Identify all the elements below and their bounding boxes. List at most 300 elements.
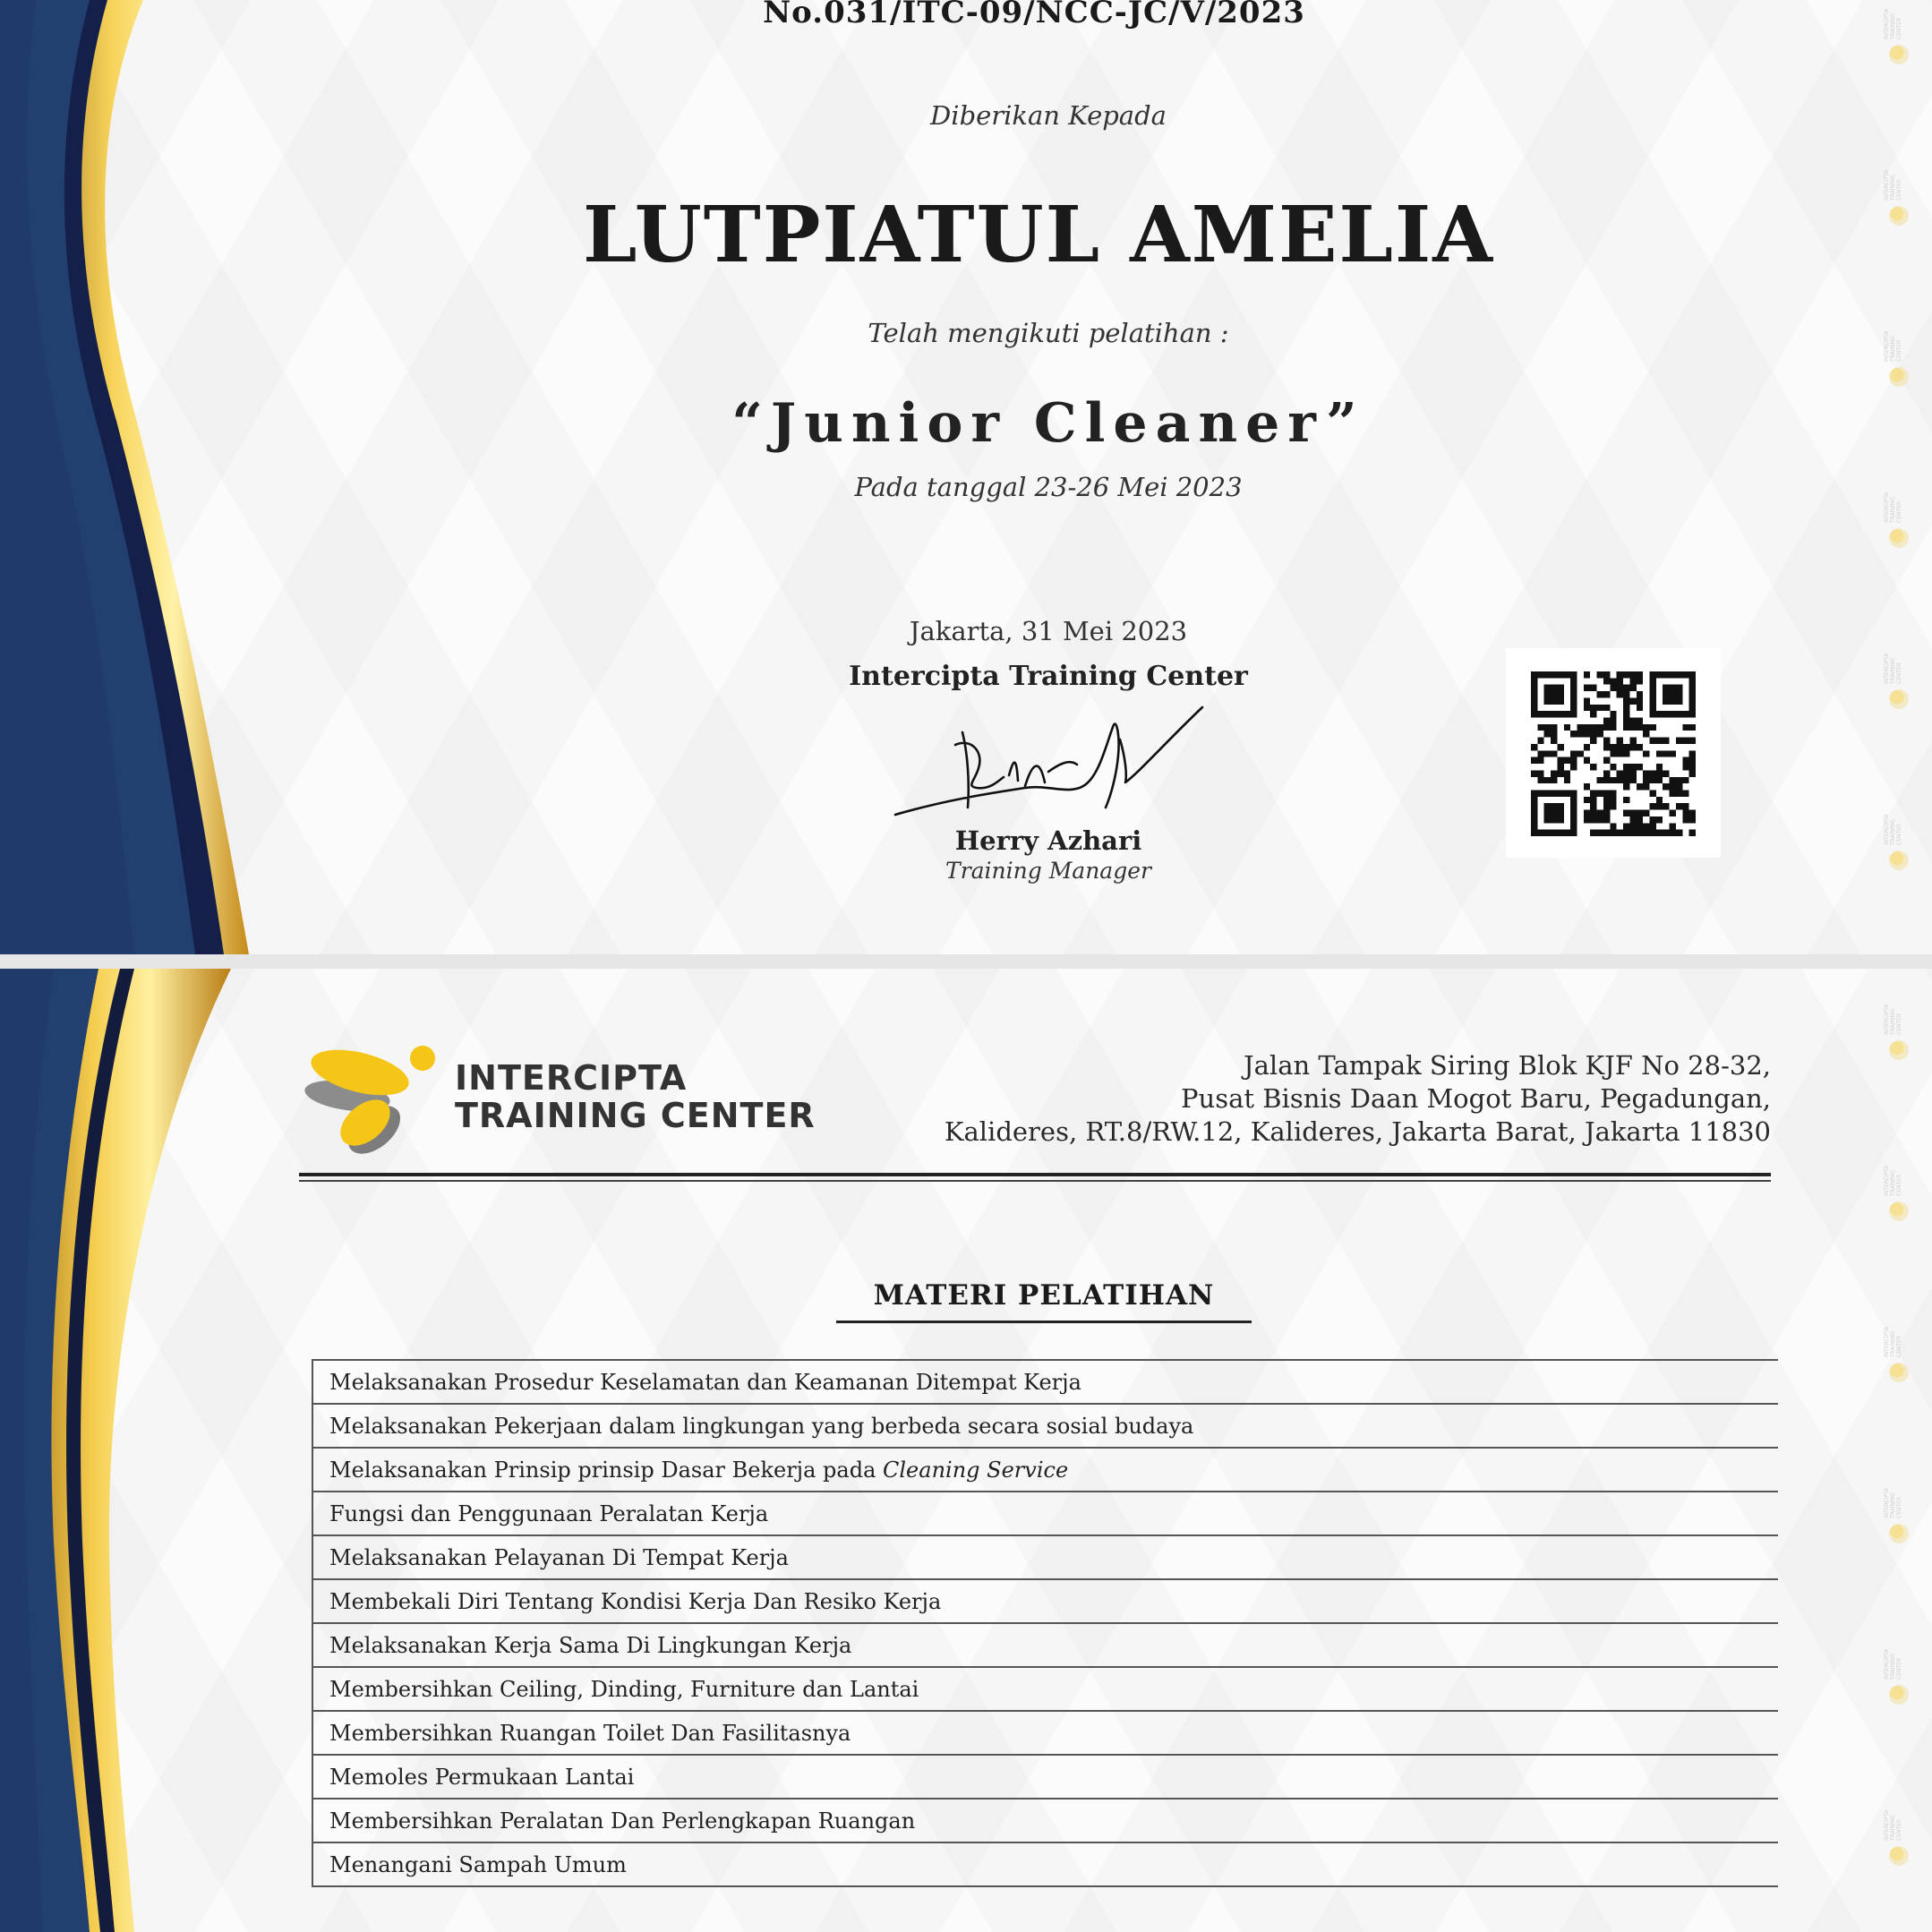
qr-module <box>1584 671 1590 678</box>
qr-module <box>1570 671 1577 678</box>
qr-module <box>1603 790 1610 796</box>
qr-module <box>1590 685 1596 691</box>
qr-module <box>1544 711 1551 717</box>
qr-module <box>1682 757 1688 764</box>
qr-module <box>1663 697 1669 704</box>
qr-module <box>1682 810 1688 816</box>
qr-module <box>1656 803 1663 809</box>
watermark-mark: INTERCIPTA TRAINING CENTER <box>1884 1810 1914 1873</box>
qr-module <box>1544 750 1551 757</box>
qr-module <box>1629 718 1636 724</box>
qr-module <box>1670 823 1676 829</box>
qr-module <box>1649 691 1655 697</box>
materi-heading: MATERI PELATIHAN <box>873 1279 1215 1312</box>
qr-module <box>1570 731 1577 737</box>
qr-module <box>1656 816 1663 823</box>
table-row <box>312 1492 1778 1535</box>
signer-title: Training Manager <box>945 858 1151 884</box>
qr-module <box>1564 724 1570 731</box>
qr-module <box>1610 744 1616 750</box>
qr-module <box>1570 816 1577 823</box>
qr-module <box>1544 790 1551 796</box>
qr-module <box>1557 671 1563 678</box>
qr-module <box>1649 671 1655 678</box>
qr-module <box>1643 750 1649 757</box>
qr-module <box>1682 671 1688 678</box>
watermark-mark: INTERCIPTA TRAINING CENTER <box>1884 170 1914 233</box>
qr-module <box>1617 770 1623 776</box>
table-row <box>312 1842 1778 1886</box>
qr-module <box>1649 830 1655 836</box>
qr-module <box>1544 830 1551 836</box>
qr-module <box>1551 711 1557 717</box>
qr-module <box>1610 718 1616 724</box>
watermark-mark: INTERCIPTA TRAINING CENTER <box>1884 1649 1914 1712</box>
organization-name: Intercipta Training Center <box>849 661 1248 692</box>
qr-module <box>1531 810 1537 816</box>
qr-module <box>1623 797 1629 803</box>
qr-module <box>1689 705 1696 711</box>
qr-module <box>1663 691 1669 697</box>
qr-module <box>1610 764 1616 770</box>
qr-module <box>1564 830 1570 836</box>
qr-module <box>1656 797 1663 803</box>
qr-module <box>1537 738 1543 744</box>
qr-module <box>1597 724 1603 731</box>
qr-module <box>1603 797 1610 803</box>
qr-module <box>1551 790 1557 796</box>
qr-module <box>1623 810 1629 816</box>
qr-module <box>1610 750 1616 757</box>
qr-module <box>1617 671 1623 678</box>
qr-module <box>1584 757 1590 764</box>
table-row <box>312 1667 1778 1711</box>
qr-module <box>1551 750 1557 757</box>
materi-item: Memoles Permukaan Lantai <box>312 1755 1778 1799</box>
materi-item: Melaksanakan Kerja Sama Di Lingkungan Kerja <box>312 1623 1778 1667</box>
qr-module <box>1551 803 1557 809</box>
qr-module <box>1629 678 1636 684</box>
qr-module <box>1610 830 1616 836</box>
qr-module <box>1623 671 1629 678</box>
qr-module <box>1551 697 1557 704</box>
qr-module <box>1676 738 1682 744</box>
qr-module <box>1544 724 1551 731</box>
qr-module <box>1637 816 1643 823</box>
qr-module <box>1590 731 1596 737</box>
qr-module <box>1649 711 1655 717</box>
qr-module <box>1584 685 1590 691</box>
qr-module <box>1597 777 1603 783</box>
qr-module <box>1689 678 1696 684</box>
qr-module <box>1551 671 1557 678</box>
qr-module <box>1531 678 1537 684</box>
qr-module <box>1610 678 1616 684</box>
table-row <box>312 1404 1778 1448</box>
qr-module <box>1649 803 1655 809</box>
qr-module <box>1670 711 1676 717</box>
qr-module <box>1564 757 1570 764</box>
qr-module <box>1597 705 1603 711</box>
qr-module <box>1610 797 1616 803</box>
qr-module <box>1603 678 1610 684</box>
qr-module <box>1629 764 1636 770</box>
qr-module <box>1590 711 1596 717</box>
qr-module <box>1557 697 1563 704</box>
qr-module <box>1629 685 1636 691</box>
qr-module <box>1663 671 1669 678</box>
materi-item: Membersihkan Ceiling, Dinding, Furniture dan Lantai <box>312 1667 1778 1711</box>
qr-module <box>1663 803 1669 809</box>
qr-module <box>1551 685 1557 691</box>
qr-module <box>1531 790 1537 796</box>
qr-module <box>1637 718 1643 724</box>
qr-module <box>1570 685 1577 691</box>
qr-module <box>1564 770 1570 776</box>
qr-module <box>1590 797 1596 803</box>
qr-module <box>1570 757 1577 764</box>
qr-module <box>1531 830 1537 836</box>
qr-module <box>1623 830 1629 836</box>
qr-module <box>1663 685 1669 691</box>
qr-module <box>1663 711 1669 717</box>
qr-module <box>1656 711 1663 717</box>
qr-module <box>1649 816 1655 823</box>
qr-module <box>1531 711 1537 717</box>
materi-page <box>0 969 1932 1932</box>
qr-module <box>1629 777 1636 783</box>
qr-module <box>1603 671 1610 678</box>
qr-module <box>1629 738 1636 744</box>
qr-module <box>1637 705 1643 711</box>
qr-module <box>1629 830 1636 836</box>
letterhead-rule <box>299 1173 1771 1176</box>
qr-module <box>1584 731 1590 737</box>
materi-item: Membekali Diri Tentang Kondisi Kerja Dan Resiko Kerja <box>312 1579 1778 1623</box>
qr-module <box>1570 691 1577 697</box>
qr-module <box>1570 678 1577 684</box>
qr-module <box>1643 731 1649 737</box>
qr-module <box>1670 691 1676 697</box>
qr-module <box>1570 803 1577 809</box>
qr-module <box>1531 803 1537 809</box>
qr-module <box>1643 830 1649 836</box>
training-dates: Pada tanggal 23-26 Mei 2023 <box>854 472 1243 502</box>
qr-module <box>1603 744 1610 750</box>
qr-module <box>1537 790 1543 796</box>
qr-module <box>1689 757 1696 764</box>
qr-module <box>1629 744 1636 750</box>
qr-module <box>1590 724 1596 731</box>
qr-module <box>1590 830 1596 836</box>
qr-module <box>1584 810 1590 816</box>
qr-module <box>1603 816 1610 823</box>
qr-module <box>1649 738 1655 744</box>
qr-module <box>1656 764 1663 770</box>
qr-module <box>1689 685 1696 691</box>
qr-module <box>1551 731 1557 737</box>
qr-module <box>1623 705 1629 711</box>
qr-module <box>1649 770 1655 776</box>
qr-module <box>1603 803 1610 809</box>
qr-module <box>1676 783 1682 790</box>
qr-module <box>1649 678 1655 684</box>
given-to-label: Diberikan Kepada <box>930 100 1167 131</box>
qr-module <box>1551 810 1557 816</box>
qr-module <box>1623 744 1629 750</box>
qr-module <box>1557 711 1563 717</box>
qr-module <box>1629 671 1636 678</box>
qr-module <box>1610 724 1616 731</box>
qr-module <box>1623 691 1629 697</box>
qr-module <box>1584 744 1590 750</box>
qr-module <box>1564 671 1570 678</box>
materi-item: Membersihkan Peralatan Dan Perlengkapan Ruangan <box>312 1799 1778 1842</box>
qr-module <box>1623 718 1629 724</box>
watermark-mark: INTERCIPTA TRAINING CENTER <box>1884 1327 1914 1389</box>
qr-module <box>1649 685 1655 691</box>
qr-module <box>1557 803 1563 809</box>
materi-item: Melaksanakan Prinsip prinsip Dasar Bekerja pada Cleaning Service <box>312 1448 1778 1492</box>
qr-module <box>1597 671 1603 678</box>
qr-module <box>1610 803 1616 809</box>
qr-module <box>1623 711 1629 717</box>
qr-module <box>1584 783 1590 790</box>
qr-module <box>1590 816 1596 823</box>
qr-module <box>1590 705 1596 711</box>
qr-module <box>1637 671 1643 678</box>
qr-module <box>1531 757 1537 764</box>
qr-module <box>1649 705 1655 711</box>
qr-module <box>1531 697 1537 704</box>
qr-module <box>1557 770 1563 776</box>
qr-module <box>1537 724 1543 731</box>
qr-module <box>1689 830 1696 836</box>
qr-module <box>1676 830 1682 836</box>
left-ribbon-decoration <box>0 969 251 1932</box>
qr-module <box>1544 671 1551 678</box>
qr-module <box>1643 783 1649 790</box>
qr-module <box>1663 770 1669 776</box>
qr-module <box>1590 738 1596 744</box>
qr-module <box>1537 830 1543 836</box>
qr-module <box>1603 777 1610 783</box>
qr-module <box>1637 691 1643 697</box>
qr-module <box>1551 816 1557 823</box>
butterfly-logo-icon <box>295 1040 439 1167</box>
qr-module <box>1643 724 1649 731</box>
qr-module <box>1663 783 1669 790</box>
qr-module <box>1623 770 1629 776</box>
watermark-mark: INTERCIPTA TRAINING CENTER <box>1884 9 1914 72</box>
qr-module <box>1570 790 1577 796</box>
qr-module <box>1637 830 1643 836</box>
qr-module <box>1603 691 1610 697</box>
address-line: Pusat Bisnis Daan Mogot Baru, Pegadungan, <box>1181 1083 1771 1114</box>
qr-module <box>1597 790 1603 796</box>
qr-module <box>1590 764 1596 770</box>
qr-module <box>1584 697 1590 704</box>
qr-module <box>1676 691 1682 697</box>
qr-module <box>1564 711 1570 717</box>
qr-module <box>1617 685 1623 691</box>
qr-module <box>1537 777 1543 783</box>
signature-icon <box>891 700 1213 834</box>
qr-module <box>1531 705 1537 711</box>
qr-module <box>1670 810 1676 816</box>
address-line: Kalideres, RT.8/RW.12, Kalideres, Jakarta Barat, Jakarta 11830 <box>944 1116 1771 1147</box>
qr-module <box>1637 823 1643 829</box>
qr-module <box>1670 697 1676 704</box>
qr-module <box>1643 823 1649 829</box>
qr-module <box>1557 691 1563 697</box>
logo-text-line2: TRAINING CENTER <box>455 1096 816 1135</box>
qr-module <box>1544 731 1551 737</box>
qr-module <box>1656 830 1663 836</box>
watermark-strip <box>1869 969 1932 1932</box>
materi-item: Fungsi dan Penggunaan Peralatan Kerja <box>312 1492 1778 1535</box>
table-row <box>312 1755 1778 1799</box>
qr-module <box>1682 738 1688 744</box>
qr-module <box>1676 697 1682 704</box>
table-row <box>312 1448 1778 1492</box>
materi-item: Menangani Sampah Umum <box>312 1842 1778 1886</box>
qr-code-icon <box>1531 671 1696 836</box>
qr-module <box>1610 777 1616 783</box>
recipient-name: LUTPIATUL AMELIA <box>583 190 1494 280</box>
table-row <box>312 1360 1778 1404</box>
qr-module <box>1689 764 1696 770</box>
qr-module <box>1597 810 1603 816</box>
qr-module <box>1676 685 1682 691</box>
qr-module <box>1649 724 1655 731</box>
qr-module <box>1531 770 1537 776</box>
qr-module <box>1577 724 1584 731</box>
qr-module <box>1670 790 1676 796</box>
qr-module <box>1570 823 1577 829</box>
qr-module <box>1629 697 1636 704</box>
watermark-mark: INTERCIPTA TRAINING CENTER <box>1884 1488 1914 1551</box>
table-row <box>312 1623 1778 1667</box>
qr-module <box>1570 830 1577 836</box>
qr-module <box>1544 803 1551 809</box>
qr-module <box>1603 738 1610 744</box>
qr-module <box>1649 697 1655 704</box>
qr-module <box>1603 718 1610 724</box>
qr-module <box>1629 823 1636 829</box>
qr-module <box>1623 777 1629 783</box>
qr-module <box>1689 810 1696 816</box>
qr-module <box>1637 697 1643 704</box>
qr-module <box>1656 770 1663 776</box>
watermark-mark: INTERCIPTA TRAINING CENTER <box>1884 815 1914 877</box>
qr-module <box>1617 744 1623 750</box>
qr-module <box>1623 685 1629 691</box>
table-row <box>312 1711 1778 1755</box>
qr-module <box>1637 724 1643 731</box>
qr-module <box>1629 770 1636 776</box>
qr-module <box>1584 724 1590 731</box>
qr-module <box>1623 750 1629 757</box>
qr-module <box>1584 797 1590 803</box>
qr-module <box>1584 816 1590 823</box>
qr-module <box>1617 750 1623 757</box>
qr-module <box>1564 777 1570 783</box>
qr-module <box>1629 724 1636 731</box>
qr-module <box>1590 810 1596 816</box>
qr-module <box>1670 671 1676 678</box>
qr-module <box>1682 816 1688 823</box>
qr-module <box>1577 731 1584 737</box>
qr-module <box>1623 724 1629 731</box>
qr-module <box>1676 777 1682 783</box>
qr-module <box>1682 724 1688 731</box>
qr-module <box>1584 705 1590 711</box>
qr-module <box>1564 790 1570 796</box>
qr-module <box>1557 790 1563 796</box>
qr-module <box>1656 738 1663 744</box>
watermark-mark: INTERCIPTA TRAINING CENTER <box>1884 1004 1914 1067</box>
qr-module <box>1610 711 1616 717</box>
qr-module <box>1663 750 1669 757</box>
qr-module <box>1551 738 1557 744</box>
qr-code-card <box>1506 648 1721 858</box>
qr-module <box>1623 764 1629 770</box>
qr-module <box>1610 685 1616 691</box>
qr-module <box>1623 697 1629 704</box>
materi-item: Melaksanakan Pelayanan Di Tempat Kerja <box>312 1535 1778 1579</box>
qr-module <box>1637 783 1643 790</box>
qr-module <box>1557 744 1563 750</box>
qr-module <box>1682 790 1688 796</box>
address-block <box>945 1049 1771 1149</box>
watermark-mark: INTERCIPTA TRAINING CENTER <box>1884 1166 1914 1228</box>
materi-item: Membersihkan Ruangan Toilet Dan Fasilitasnya <box>312 1711 1778 1755</box>
qr-module <box>1603 724 1610 731</box>
table-row <box>312 1579 1778 1623</box>
materi-heading-underline <box>836 1321 1252 1323</box>
qr-module <box>1603 757 1610 764</box>
watermark-mark: INTERCIPTA TRAINING CENTER <box>1884 492 1914 555</box>
qr-module <box>1551 691 1557 697</box>
qr-module <box>1623 783 1629 790</box>
qr-module <box>1689 816 1696 823</box>
qr-module <box>1689 750 1696 757</box>
qr-module <box>1670 750 1676 757</box>
attended-label: Telah mengikuti pelatihan : <box>868 318 1229 348</box>
table-row <box>312 1535 1778 1579</box>
signer-name: Herry Azhari <box>954 825 1142 856</box>
qr-module <box>1643 777 1649 783</box>
qr-module <box>1537 750 1543 757</box>
qr-module <box>1670 685 1676 691</box>
qr-module <box>1577 750 1584 757</box>
qr-module <box>1656 777 1663 783</box>
qr-module <box>1629 816 1636 823</box>
logo-text-line1: INTERCIPTA <box>455 1058 688 1098</box>
qr-module <box>1617 777 1623 783</box>
qr-module <box>1597 816 1603 823</box>
qr-module <box>1649 823 1655 829</box>
qr-module <box>1623 823 1629 829</box>
qr-module <box>1689 697 1696 704</box>
qr-module <box>1544 697 1551 704</box>
qr-module <box>1531 691 1537 697</box>
qr-module <box>1670 830 1676 836</box>
qr-module <box>1531 671 1537 678</box>
qr-module <box>1610 823 1616 829</box>
qr-module <box>1676 803 1682 809</box>
